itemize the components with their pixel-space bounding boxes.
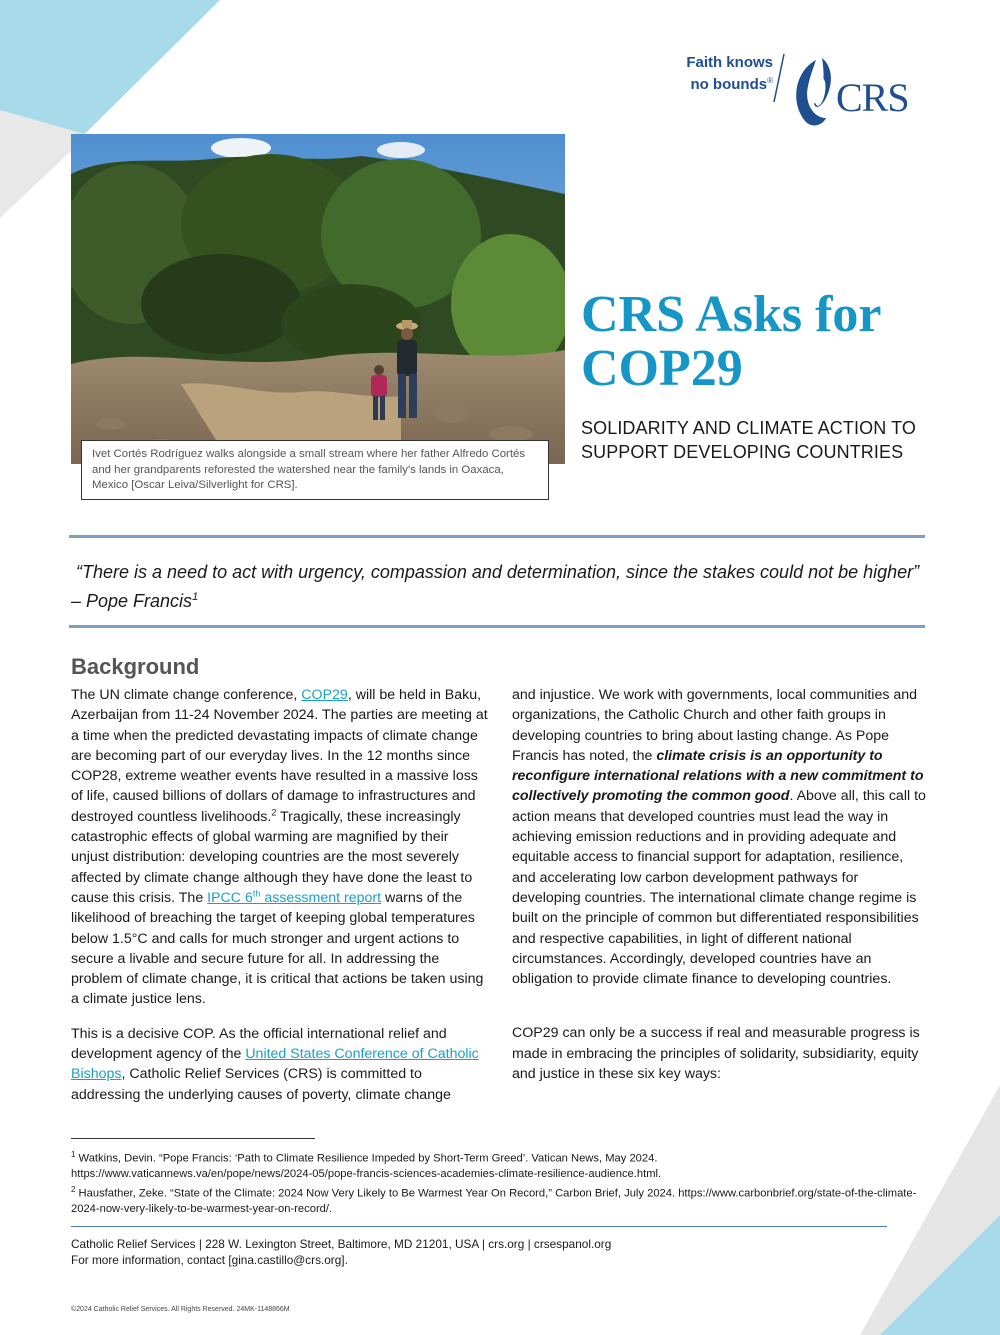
footnote-2: $^2$ Hausfather, Zeke. “State of the Climate: 2024 Now Very Likely to Be Warmest Year On Record,” Carbon Brief, July 2024. https://www.carbonbrief.org/state-of-the-climate-2024-now-very-likely-to-be-warmest-year-on-record/.	[71, 1185, 917, 1216]
column-left	[71, 685, 489, 1105]
hero-photo	[71, 134, 565, 464]
page-subtitle	[581, 416, 981, 464]
footer-divider	[71, 1226, 887, 1227]
quote-footnote-ref: 1	[192, 591, 199, 603]
paragraph-1: The UN climate change conference, COP29, will be held in Baku, Azerbaijan from 11-24 November 2024. The parties are meeting at a time when the predicted devastating impacts of climate change are becoming part of our everyday lives. In the 12 months since COP28, extreme weather events have resulted in a massive loss of life, caused billions of dollars of damage to infrastructures and destroyed countless livelihoods.$^2$ Tragically, these increasingly catastrophic effects of global warming are magnified by their unjust distribution: developing countries are the most severely affected by climate change although they have done the least to cause this crisis. The IPCC 6th assessment report warns of the likelihood of breaching the target of keeping global temperatures below 1.5°C and calls for much stronger and urgent actions to secure a livable and secure future for all. In addressing the problem of climate change, it is critical that actions be taken using a climate justice lens.	[71, 687, 488, 1008]
quote-bottom-rule	[69, 625, 925, 628]
subtitle-line2: SUPPORT DEVELOPING COUNTRIES	[581, 442, 904, 462]
quote-top-rule	[69, 535, 925, 538]
emphasis-climate-crisis: climate crisis is an opportunity to reconfigure international relations with a new commitment to collectively promoting the common good	[512, 747, 924, 805]
subtitle-line1: SOLIDARITY AND CLIMATE ACTION TO	[581, 418, 916, 438]
logo-tagline-line1: Faith knows	[686, 54, 773, 71]
column-right	[512, 685, 930, 1084]
copyright-notice: ©2024 Catholic Relief Services. All Rights Reserved. 24MK-1148866M	[71, 1306, 290, 1313]
page-title	[581, 288, 981, 396]
footnote-1-url: https://www.vaticannews.va/en/pope/news/2024-05/pope-francis-sciences-academies-climate-resilience-audience.html.	[71, 1168, 662, 1181]
footer-contact: For more information, contact [gina.castillo@crs.org].	[71, 1253, 348, 1267]
logo-tagline	[640, 54, 773, 94]
registered-mark: ®	[767, 76, 773, 85]
logo-tagline-line2: no bounds®	[690, 76, 773, 93]
footnote-1: $^1$ Watkins, Devin. “Pope Francis: ‘Path to Climate Resilience Impeded by Short-Term Greed’. Vatican News, May 2024. https://www.vaticannews.va/en/pope/news/2024-05/pope-francis-sciences-academies-climate-resilience-audience.html.	[71, 1150, 662, 1181]
pope-quote	[71, 560, 921, 614]
paragraph-2: This is a decisive COP. As the official international relief and development agency of the United States Conference of Catholic Bishops, Catholic Relief Services (CRS) is committed to addressing the underlying causes of poverty, climate change	[71, 1025, 479, 1103]
crs-wordmark: CRS	[836, 75, 909, 120]
cop29-link[interactable]: COP29	[301, 687, 348, 703]
paragraph-4: COP29 can only be a success if real and measurable progress is made in embracing the principles of solidarity, subsidiarity, equity and justice in these six key ways:	[512, 1025, 920, 1083]
footnote-ref-2: 2	[271, 807, 277, 818]
photo-caption: Ivet Cortés Rodríguez walks alongside a small stream where her father Alfredo Cortés and her grandparents reforested the watershed near the family's lands in Oaxaca, Mexico [Oscar Leiva/Silverlight for CRS].	[81, 440, 549, 500]
section-heading-background: Background	[71, 654, 200, 679]
title-line2: COP29	[581, 340, 743, 397]
title-line1: CRS Asks for	[581, 286, 882, 343]
quote-text: “There is a need to act with urgency, compassion and determination, since the stakes could not be higher” – Pope Francis	[71, 562, 920, 611]
paragraph-3: and injustice. We work with governments, local communities and organizations, the Catholic Church and other faith groups in developing countries to bring about lasting change. As Pope Francis has noted, the climate crisis is an opportunity to reconfigure international relations with a new commitment to collectively promoting the common good. Above all, this call to action means that developed countries must lead the way in achieving emission reductions and in providing adequate and equitable access to financial support for adaptation, resilience, and accelerating low carbon development pathways for developing countries. The international climate change regime is built on the principle of common but differentiated responsibilities and respective capabilities, in light of different national circumstances. Accordingly, developed countries have an obligation to provide climate finance to developing countries.	[512, 687, 926, 988]
logo-divider-slash	[772, 52, 786, 104]
footer-address: Catholic Relief Services | 228 W. Lexington Street, Baltimore, MD 21201, USA | crs.org | crsespanol.org	[71, 1237, 612, 1251]
usccb-link[interactable]: United States Conference of Catholic Bishops	[71, 1046, 479, 1083]
footnote-divider	[71, 1138, 315, 1139]
ipcc-report-link[interactable]: IPCC 6th assessment report	[207, 888, 382, 906]
